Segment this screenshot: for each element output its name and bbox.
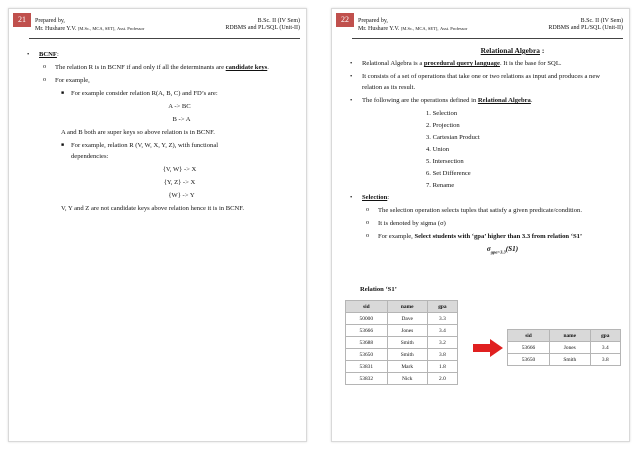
header-prepared: Prepared by, (358, 18, 388, 24)
bcnf-heading: • BCNF: (23, 49, 296, 60)
cell-name: Smith (387, 337, 427, 349)
example2-intro: ■ For example, relation R (V, W, X, Y, Z), with functional dependencies: (23, 140, 296, 162)
header-author: Mr. Hushare Y.V. (35, 26, 77, 32)
selection-symbol: o It is denoted by sigma (σ) (346, 218, 619, 229)
header-course: B.Sc. II (IV Sem) (580, 18, 623, 24)
cell-name: Dave (387, 313, 427, 325)
table-row (346, 349, 458, 361)
table-row (346, 373, 458, 385)
operation-item: 4. Union (426, 146, 450, 153)
cell-name: Smith (387, 349, 427, 361)
page-22 (331, 8, 630, 442)
table-header-row (346, 301, 458, 313)
column-header: sid (508, 330, 550, 342)
header-divider (352, 38, 623, 39)
fd-vw-x: {V, W} -> X (162, 166, 197, 173)
header-divider (29, 38, 300, 39)
page-number: 21 (13, 13, 31, 27)
cell-gpa: 1.8 (427, 361, 457, 373)
header-author: Mr. Hushare Y.V. (358, 26, 400, 32)
table-row (346, 325, 458, 337)
table-row (346, 313, 458, 325)
cell-name: Jones (549, 342, 590, 354)
section-title: Relational Algebra : (480, 46, 545, 55)
red-arrow-icon (473, 339, 503, 357)
intro-bullet-3: • The following are the operations defined in Relational Algebra. (346, 95, 619, 106)
cell-sid: 53831 (346, 361, 388, 373)
selection-formula: $\sigma_{gpa>3.3}(S1)$ (486, 245, 519, 255)
table-row (346, 361, 458, 373)
intro-bullet-1: • Relational Algebra is a procedural query language. It is the base for SQL. (346, 58, 619, 69)
header-course: B.Sc. II (IV Sem) (257, 18, 300, 24)
operation-item: 3. Cartesian Product (426, 134, 480, 141)
relation-label: Relation ‘S1’ (360, 286, 397, 293)
table-header-row (508, 330, 621, 342)
operation-item: 5. Intersection (426, 158, 464, 165)
page-content (346, 45, 619, 257)
cell-gpa: 2.0 (427, 373, 457, 385)
cell-sid: 53650 (508, 354, 550, 366)
page-content (23, 49, 296, 214)
table-row (508, 342, 621, 354)
cell-sid: 53650 (346, 349, 388, 361)
fd-yz-x: {Y, Z} -> X (163, 179, 196, 186)
selection-result-table (507, 329, 621, 366)
cell-name: Smith (549, 354, 590, 366)
selection-definition: o The selection operation selects tuples that satisfy a given predicate/condition. (346, 205, 619, 216)
cell-name: Nick (387, 373, 427, 385)
operations-list (346, 108, 619, 192)
operation-item: 6. Set Difference (426, 170, 471, 177)
cell-gpa: 3.8 (590, 354, 620, 366)
cell-name: Jones (387, 325, 427, 337)
column-header: name (549, 330, 590, 342)
header-prepared: Prepared by, (35, 18, 65, 24)
column-header: name (387, 301, 427, 313)
header-role: Asst. Professor (117, 26, 145, 31)
header-role: Asst. Professor (440, 26, 468, 31)
header-course-block (225, 18, 300, 32)
operation-item: 2. Projection (426, 122, 460, 129)
cell-gpa: 3.4 (590, 342, 620, 354)
cell-sid: 53688 (346, 337, 388, 349)
relation-s1-table (345, 300, 458, 385)
selection-heading: • Selection: (346, 192, 619, 203)
page-number: 22 (336, 13, 354, 27)
page-21 (8, 8, 307, 442)
fd-a-bc: A -> BC (168, 103, 191, 110)
operation-item: 7. Rename (426, 182, 455, 189)
fd-w-y: {W} -> Y (168, 192, 195, 199)
fd-b-a: B -> A (172, 116, 191, 123)
header-author-block (358, 18, 467, 33)
bcnf-definition: o The relation R is in BCNF if and only if all the determinants are candidate keys. (23, 62, 296, 73)
cell-gpa: 3.2 (427, 337, 457, 349)
header-subject: RDBMS and PL/SQL (Unit-II) (548, 25, 623, 31)
example1-intro: ■ For example consider relation R(A, B, C) and FD’s are: (23, 88, 296, 99)
header-author-block (35, 18, 144, 33)
header-subject: RDBMS and PL/SQL (Unit-II) (225, 25, 300, 31)
cell-sid: 53666 (508, 342, 550, 354)
example1-conclusion: A and B both are super keys so above relation is in BCNF. (61, 129, 215, 136)
header-qualification: [M.Sc., MCA, SET], (400, 26, 439, 31)
intro-bullet-2: • It consists of a set of operations that take one or two relations as input and produces a new relation as its result. (346, 71, 619, 93)
column-header: gpa (427, 301, 457, 313)
table-row (508, 354, 621, 366)
cell-name: Mark (387, 361, 427, 373)
cell-sid: 53666 (346, 325, 388, 337)
operation-item: 1. Selection (426, 110, 458, 117)
for-example-item: o For example, (23, 75, 296, 86)
header-qualification: [M.Sc., MCA, SET], (77, 26, 116, 31)
table-row (346, 337, 458, 349)
example2-conclusion: V, Y and Z are not candidate keys above relation hence it is in BCNF. (61, 205, 245, 212)
cell-sid: 53832 (346, 373, 388, 385)
header-course-block (548, 18, 623, 32)
cell-sid: 50000 (346, 313, 388, 325)
column-header: sid (346, 301, 388, 313)
cell-gpa: 3.4 (427, 325, 457, 337)
column-header: gpa (590, 330, 620, 342)
selection-example: o For example, Select students with ‘gpa’ higher than 3.3 from relation ‘S1’ (346, 231, 619, 242)
cell-gpa: 3.3 (427, 313, 457, 325)
cell-gpa: 3.8 (427, 349, 457, 361)
